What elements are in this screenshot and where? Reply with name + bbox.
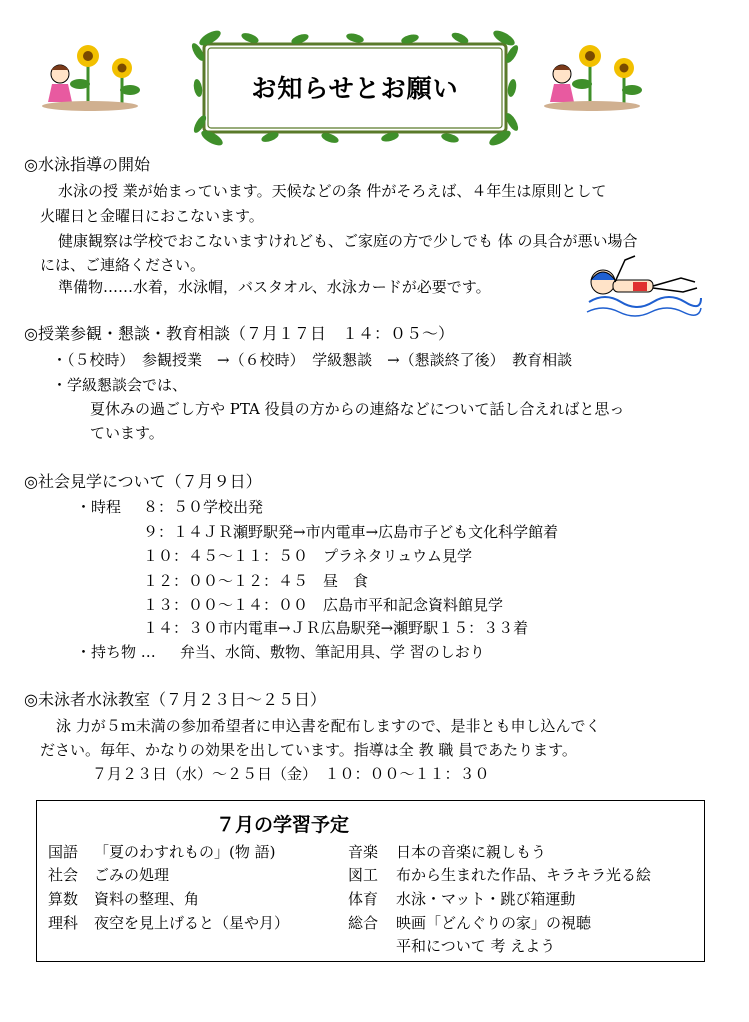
pool-class-line: ７月２３日（水）〜２５日（金） １０：００〜１１：３０: [92, 765, 490, 783]
girl-sunflower-icon-right: [542, 40, 652, 112]
schedule-item: １３：００〜１４：００ 広島市平和記念資料館見学: [143, 596, 504, 614]
swimming-line: には、ご連絡ください。: [40, 256, 206, 274]
items-list: 弁当、水筒、敷物、筆記用具、学 習のしおり: [180, 643, 485, 661]
swimming-heading: ◎水泳指導の開始: [24, 155, 150, 174]
subject-label: 音楽: [348, 843, 379, 861]
pool-class-line: ださい。毎年、かなりの効果を出しています。指導は全 教 職 員であたります。: [40, 741, 577, 759]
subject-content: 映画「どんぐりの家」の視聴: [396, 914, 592, 932]
subject-label: 図工: [348, 866, 379, 884]
visit-line: ています。: [90, 424, 164, 442]
schedule-label: ・時程: [76, 498, 122, 516]
swimming-line: 健康観察は学校でおこないますけれども、ご家庭の方で少しでも 体 の具合が悪い場合: [58, 232, 638, 250]
field-trip-heading: ◎社会見学について（７月９日）: [24, 472, 262, 491]
study-plan-title: ７月の学習予定: [216, 814, 350, 836]
subject-label: 総合: [348, 914, 379, 932]
swimming-line: 火曜日と金曜日におこないます。: [40, 207, 264, 225]
swimmer-icon: [585, 252, 703, 324]
title-frame: [190, 28, 520, 146]
subject-label: 体育: [348, 890, 379, 908]
subject-content: 日本の音楽に親しもう: [396, 843, 547, 861]
subject-label: 算数: [48, 890, 79, 908]
subject-content: ごみの処理: [94, 866, 170, 884]
schedule-item: ９：１４ＪＲ瀬野駅発→市内電車→広島市子ども文化科学館着: [143, 523, 559, 541]
visit-line: 夏休みの過ごし方や PTA 役員の方からの連絡などについて話し合えればと思っ: [90, 400, 625, 418]
swimming-line: 準備物……水着，水泳帽，バスタオル、水泳カードが必要です。: [58, 278, 491, 296]
subject-content: 資料の整理、角: [94, 890, 200, 908]
subject-content: 水泳・マット・跳び箱運動: [396, 890, 576, 908]
pool-class-line: 泳 力が５ｍ未満の参加希望者に申込書を配布しますので、是非とも申し込んでく: [56, 717, 601, 735]
page-title: お知らせとお願い: [251, 74, 459, 103]
girl-sunflower-icon-left: [40, 40, 150, 112]
pool-class-heading: ◎未泳者水泳教室（７月２３日〜２５日）: [24, 690, 326, 709]
schedule-item: １２：００〜１２：４５ 昼 食: [143, 572, 369, 590]
schedule-item: １０：４５〜１１：５０ プラネタリュウム見学: [143, 547, 472, 565]
subject-content: 布から生まれた作品、キラキラ光る絵: [396, 866, 652, 884]
subject-label: 国語: [48, 843, 79, 861]
subject-content: 夜空を見上げると（星や月）: [94, 914, 290, 932]
swimming-line: 水泳の授 業が始まっています。天候などの条 件がそろえば、４年生は原則として: [58, 182, 607, 200]
subject-content: 「夏のわすれもの」(物 語): [94, 843, 276, 861]
schedule-item: １４：３０市内電車→ＪＲ広島駅発→瀬野駅１５：３３着: [143, 619, 529, 637]
schedule-item: ８：５０学校出発: [143, 498, 264, 516]
subject-content-extra: 平和について 考 えよう: [396, 937, 556, 955]
visit-line: ・（５校時） 参観授業 →（６校時） 学級懇談 →（懇談終了後） 教育相談: [52, 351, 573, 369]
subject-label: 社会: [48, 866, 79, 884]
visit-line: ・学級懇談会では、: [52, 376, 188, 394]
subject-label: 理科: [48, 914, 79, 932]
items-label: ・持ち物 …: [76, 643, 156, 661]
visit-heading: ◎授業参観・懇談・教育相談（７月１７日 １４：０５〜）: [24, 324, 454, 343]
